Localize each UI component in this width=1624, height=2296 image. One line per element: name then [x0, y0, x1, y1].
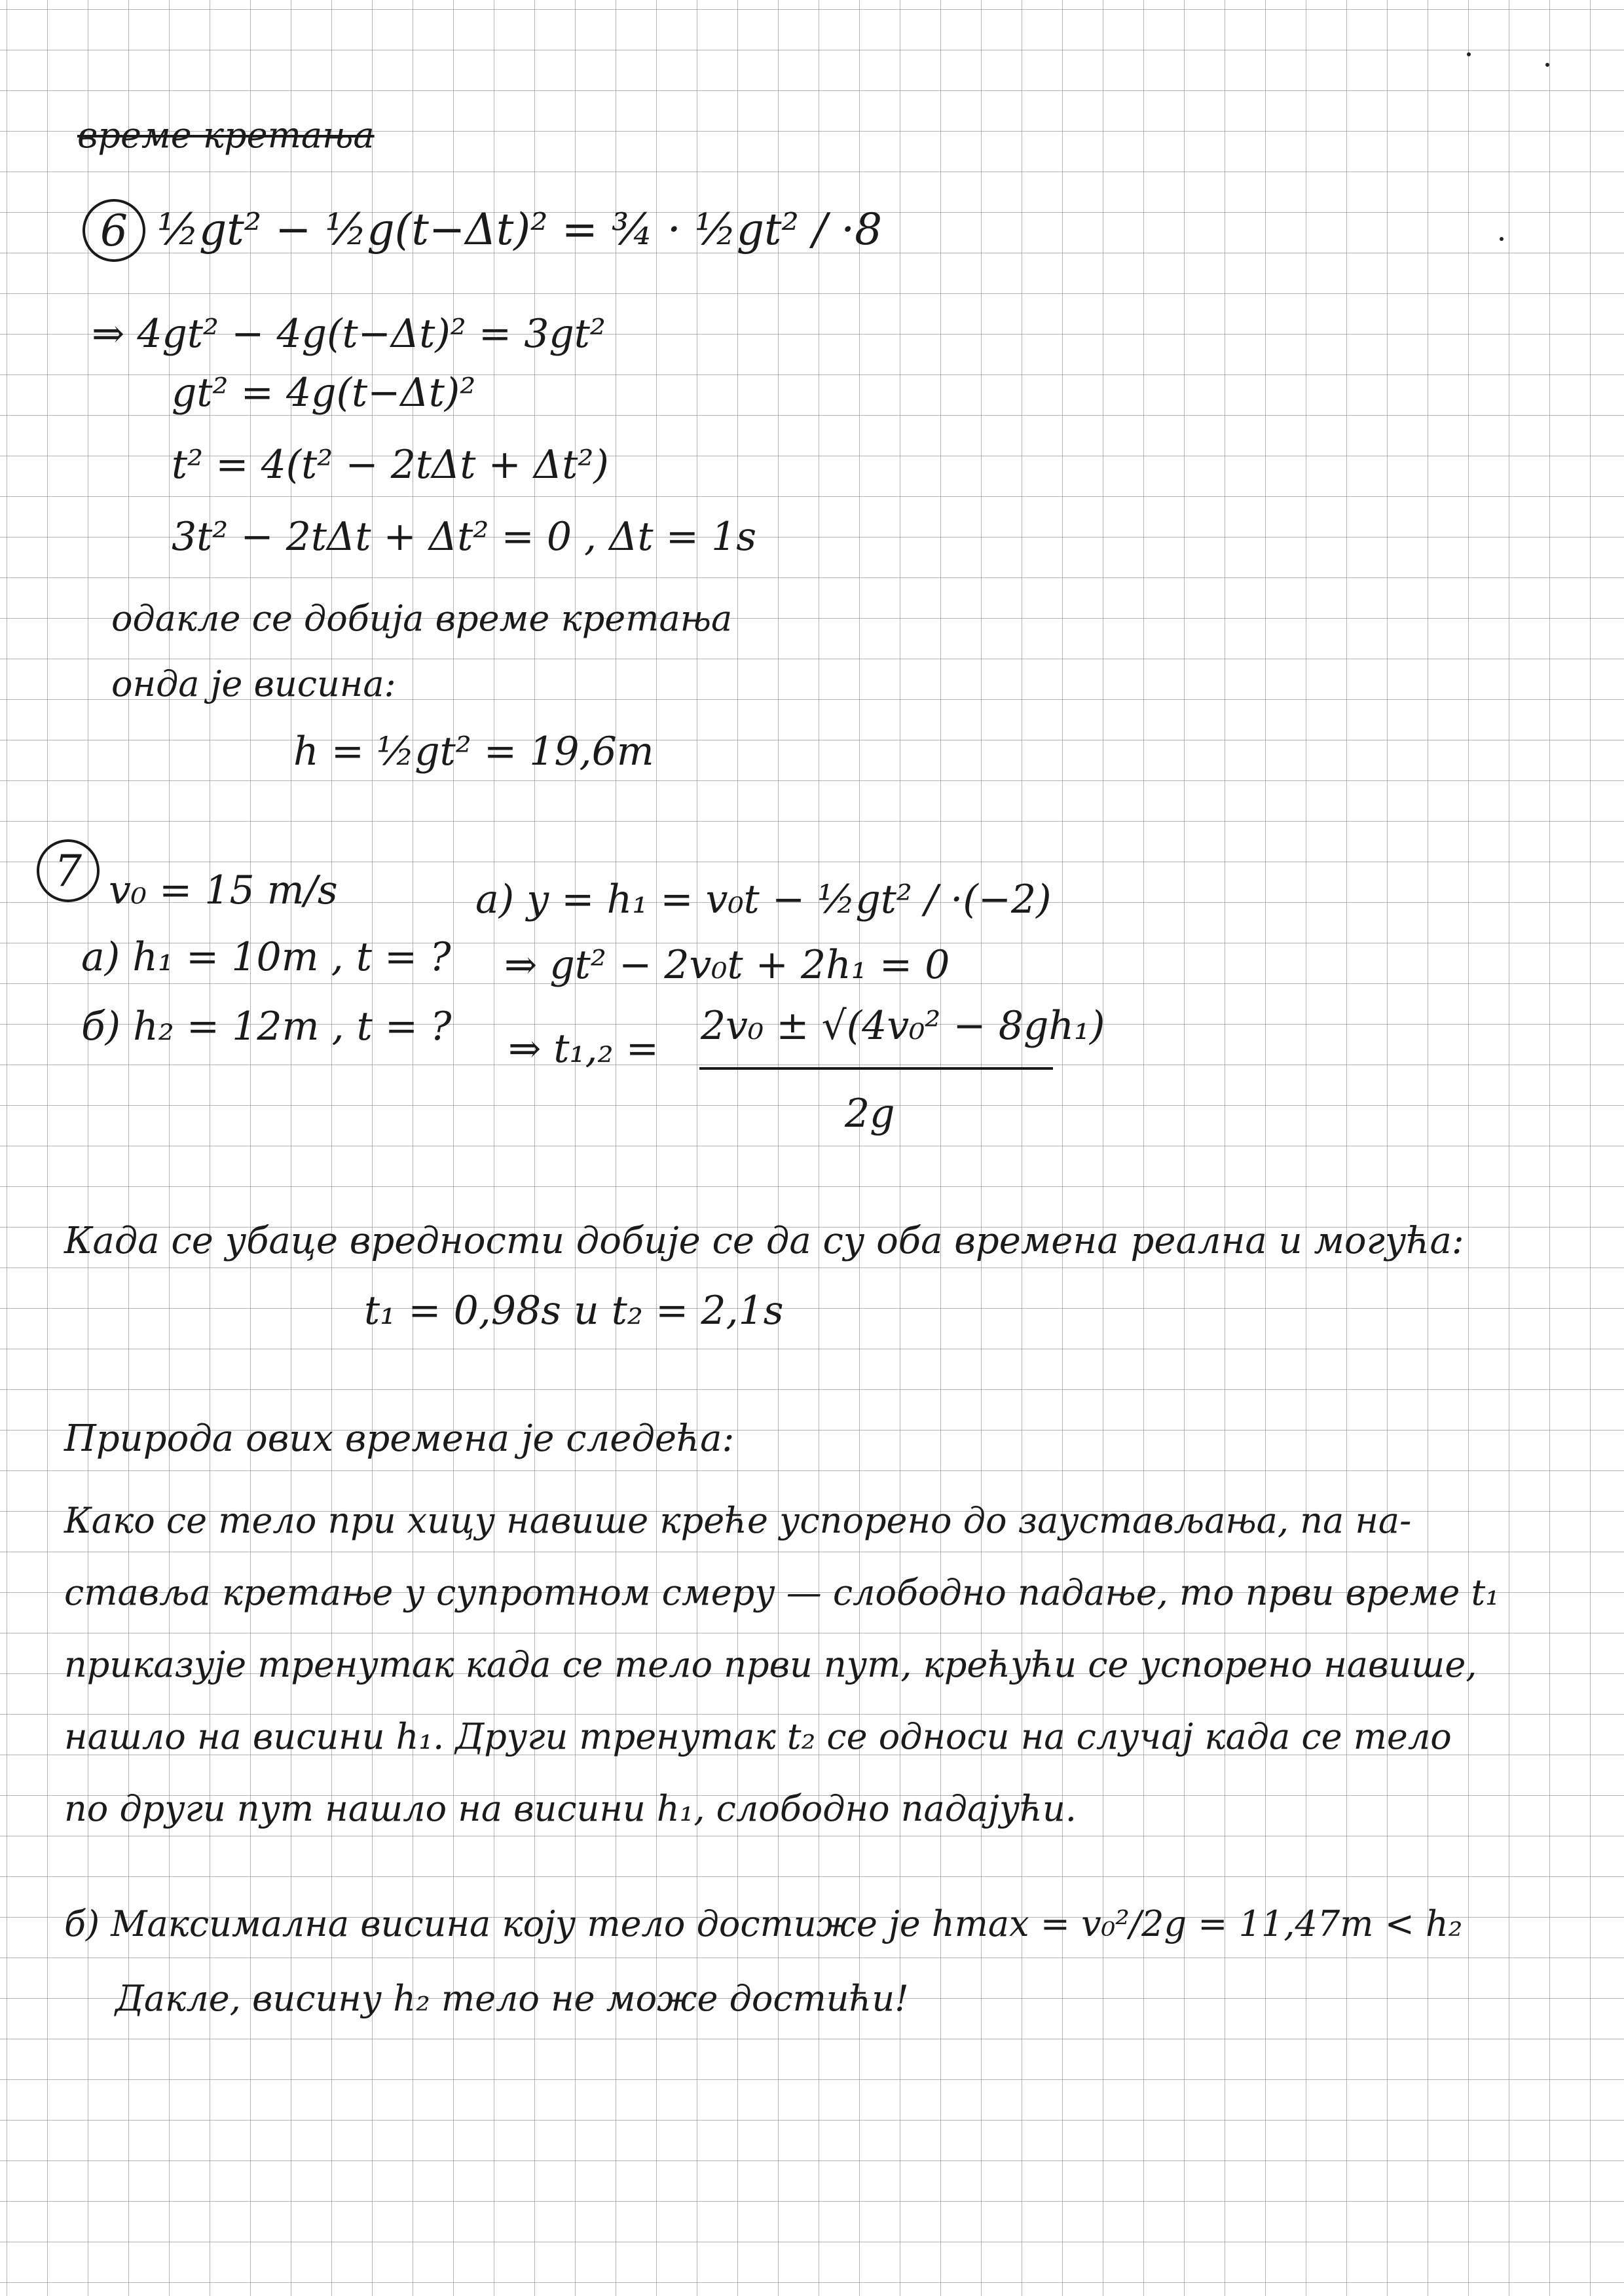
- p6-equation-1: ½gt² − ½g(t−Δt)² = ¾ · ½gt² / ·8: [157, 204, 883, 255]
- p7-paragraph-line-2: ставља кретање у супротном смеру — слободно падање, то први време t₁: [64, 1572, 1500, 1613]
- p7-solution-a-2: ⇒ gt² − 2v₀t + 2h₁ = 0: [504, 942, 950, 988]
- p7-text-2: Природа ових времена је следећа:: [64, 1417, 735, 1460]
- p7-paragraph-line-1: Како се тело при хицу навише креће успорено до заустављања, па на-: [64, 1500, 1412, 1541]
- speck: [1545, 63, 1549, 67]
- p7-times: t₁ = 0,98s и t₂ = 2,1s: [364, 1288, 784, 1334]
- p7-paragraph-line-4: нашло на висини h₁. Други тренутак t₂ се односи на случај када се тело: [64, 1716, 1452, 1757]
- p7-paragraph-line-3: приказује тренутак када се тело први пут, крећући се успорено навише,: [64, 1644, 1477, 1685]
- p7-given-b: б) h₂ = 12m , t = ?: [81, 1004, 452, 1049]
- p7-given-v0: v₀ = 15 m/s: [109, 867, 338, 913]
- problem-6-number: 6: [83, 199, 145, 262]
- speck: [1500, 237, 1504, 241]
- p7-given-a: а) h₁ = 10m , t = ?: [81, 934, 451, 980]
- p6-text-1: одакле се добија време кретања: [111, 598, 733, 639]
- struck-heading: време кретања: [77, 115, 375, 156]
- p7-text-1: Када се убаце вредности добије се да су оба времена реална и могућа:: [64, 1220, 1464, 1262]
- p6-equation-2: ⇒ 4gt² − 4g(t−Δt)² = 3gt²: [92, 311, 606, 357]
- p7-part-b-line-1: б) Максимална висина коју тело достиже је hmax = v₀²/2g = 11,47m < h₂: [64, 1903, 1463, 1944]
- p7-fraction-denominator: 2g: [845, 1091, 895, 1137]
- p7-solution-a-3-lhs: ⇒ t₁,₂ =: [508, 1026, 659, 1072]
- p7-part-b-line-2: Дакле, висину h₂ тело не може достићи!: [115, 1978, 909, 2019]
- p7-paragraph-line-5: по други пут нашло на висини h₁, слободно падајући.: [64, 1788, 1077, 1829]
- p6-equation-6: h = ½gt² = 19,6m: [293, 729, 654, 774]
- p6-equation-4: t² = 4(t² − 2tΔt + Δt²): [172, 442, 609, 488]
- p7-fraction-bar: [699, 1067, 1053, 1070]
- p7-fraction-numerator: 2v₀ ± √(4v₀² − 8gh₁): [701, 1003, 1105, 1049]
- p7-solution-a-1: а) y = h₁ = v₀t − ½gt² / ·(−2): [475, 877, 1052, 922]
- p6-text-2: онда је висина:: [111, 663, 396, 704]
- p6-equation-5: 3t² − 2tΔt + Δt² = 0 , Δt = 1s: [172, 514, 757, 560]
- speck: [1467, 52, 1471, 56]
- problem-7-number: 7: [37, 839, 100, 902]
- p6-equation-3: gt² = 4g(t−Δt)²: [172, 370, 476, 416]
